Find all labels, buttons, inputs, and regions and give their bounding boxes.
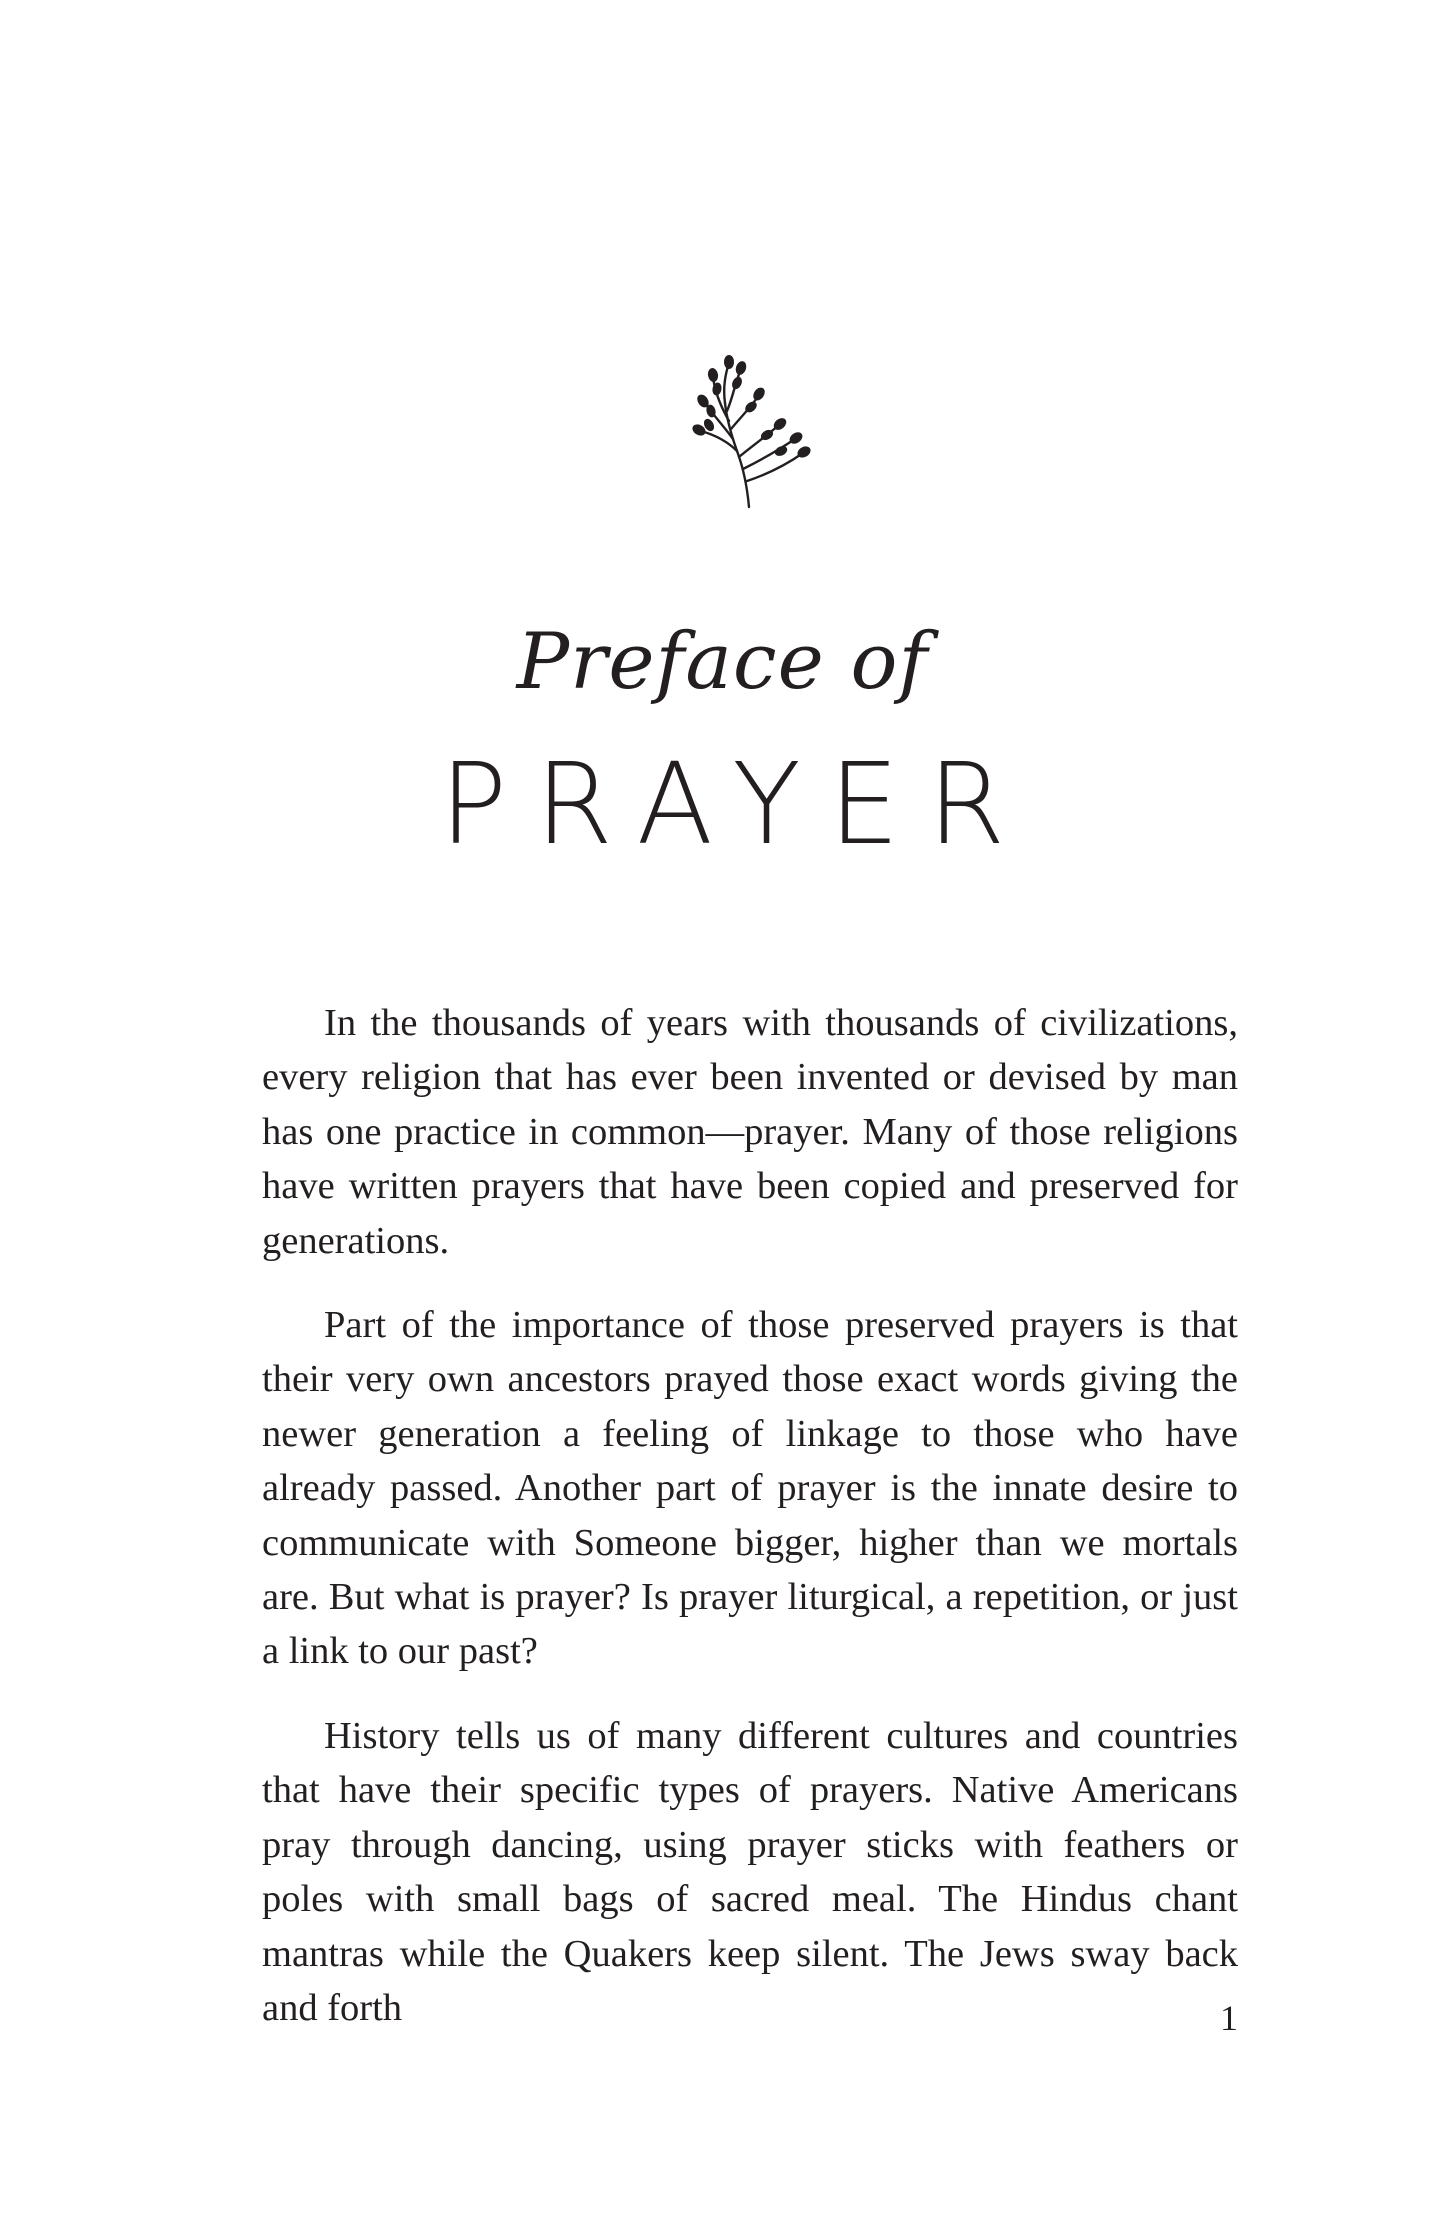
page-title: PRAYER xyxy=(439,740,1034,870)
paragraph: History tells us of many different cultures and countries that have their specific types of prayers. Native Americans pray through dancing, using prayer sticks with feathers or poles with small bags of sacred meal. The Hindus chant mantras while the Quakers keep silent. The Jews sway back and forth xyxy=(262,1714,1238,2029)
page-number: 1 xyxy=(1220,1998,1238,2038)
paragraph: Part of the importance of those preserved prayers is that their very own ancestors prayed those exact words giving the newer generation a feeling of linkage to those who have already passed. Another part of prayer is the innate desire to communicate with Someone bigger, higher than we mortals are. But what is prayer? Is prayer liturgical, a repetition, or just a link to our past? xyxy=(262,1304,1238,1673)
title-script: Preface of xyxy=(516,617,929,707)
paragraph: In the thousands of years with thousands of civilizations, every religion that has ever been invented or devised by man has one practice in common—prayer. Many of those religions have written prayers that have been copied and preserved for generations. xyxy=(262,1002,1238,1262)
botanical-sprig-icon xyxy=(687,355,827,515)
body-text xyxy=(262,996,1238,2065)
